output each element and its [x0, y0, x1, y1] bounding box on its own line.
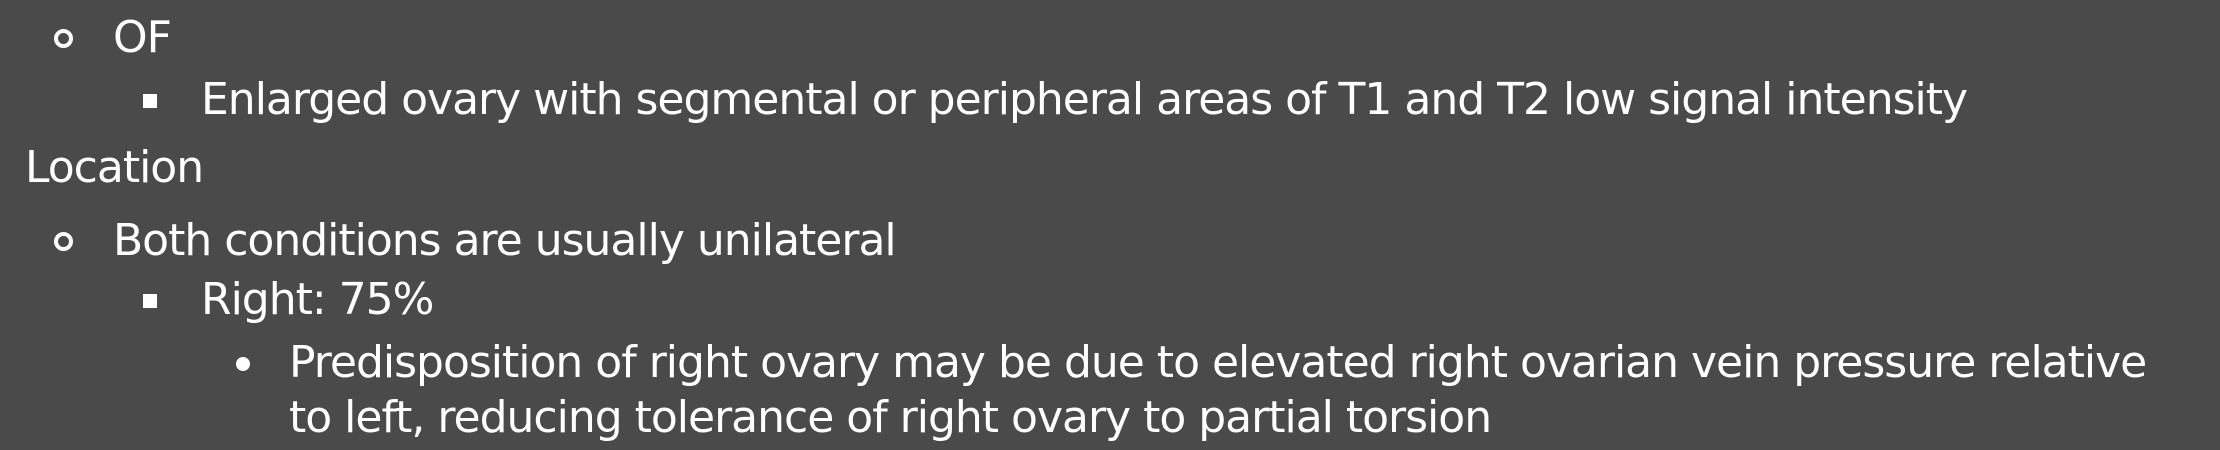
square-bullet-icon — [143, 294, 157, 308]
list-item-right-75: Right: 75% — [201, 274, 434, 325]
disc-bullet-icon — [236, 357, 250, 371]
circle-bullet-icon — [54, 29, 73, 48]
list-item-enlarged-ovary: Enlarged ovary with segmental or peripheral areas of T1 and T2 low signal intensity — [201, 74, 1968, 125]
list-item-of: OF — [113, 12, 171, 63]
square-bullet-icon — [143, 94, 157, 108]
circle-bullet-icon — [54, 232, 73, 251]
list-item-both-conditions: Both conditions are usually unilateral — [113, 215, 896, 266]
list-item-predisposition-line2: to left, reducing tolerance of right ovary to partial torsion — [289, 392, 1492, 443]
list-item-predisposition-line1: Predisposition of right ovary may be due to elevated right ovarian vein pressure relative — [289, 337, 2147, 388]
section-heading-location: Location — [25, 142, 204, 193]
